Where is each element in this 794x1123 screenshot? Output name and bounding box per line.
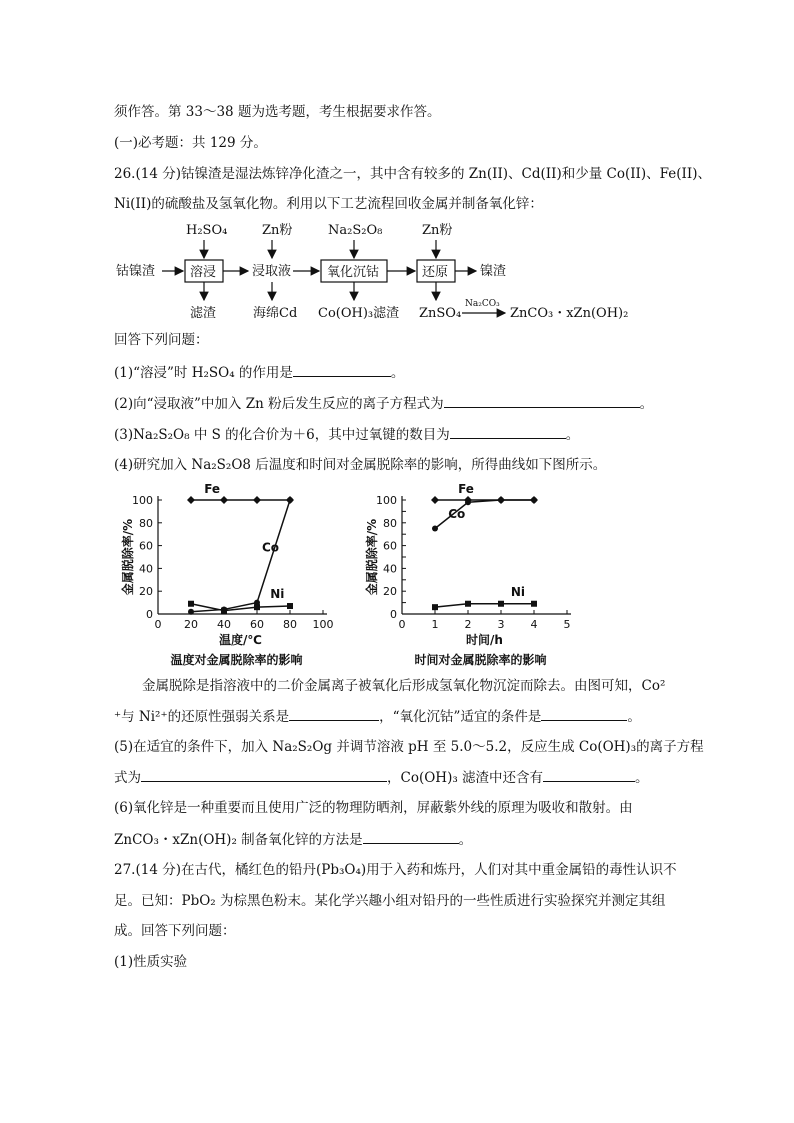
data-point-co: [465, 499, 471, 505]
question-2: (2)向“浸取液”中加入 Zn 粉后发生反应的离子方程式为 。: [114, 393, 653, 414]
time-chart: [362, 478, 592, 670]
question-1: (1)“溶浸”时 H₂SO₄ 的作用是 。: [114, 362, 404, 383]
flow-box-reduce-label: 还原: [422, 265, 449, 280]
answer-blank[interactable]: [543, 767, 635, 782]
chart-title: 温度对金属脱除率的影响: [170, 653, 303, 667]
x-tick-label: 2: [464, 618, 472, 631]
data-point-fe: [187, 496, 195, 504]
x-tick-label: 80: [283, 618, 297, 631]
data-point-ni: [498, 601, 504, 607]
answer-intro: 回答下列问题：: [114, 332, 209, 348]
series-label-fe: Fe: [458, 482, 474, 497]
x-axis-label: 温度/℃: [219, 633, 262, 647]
y-tick-label: 60: [139, 539, 153, 553]
data-point-co: [498, 497, 504, 503]
y-tick-label: 20: [383, 585, 397, 599]
data-point-co: [432, 526, 438, 532]
flow-box-dissolve-label: 溶浸: [190, 265, 217, 280]
flow-input-na2s2o8: Na₂S₂O₈: [328, 223, 383, 238]
answer-blank[interactable]: [363, 829, 459, 844]
paragraph-line: 金属脱除是指溶液中的二价金属离子被氧化后形成氢氧化物沉淀而除去。由图可知，Co²: [142, 678, 666, 694]
flow-end: 镍渣: [480, 264, 507, 279]
process-flow-diagram: [110, 218, 630, 328]
series-label-co: Co: [448, 507, 466, 522]
question-27-part-1: (1)性质实验: [114, 954, 188, 970]
x-tick-label: 0: [398, 618, 406, 631]
data-point-ni: [287, 603, 293, 609]
data-point-fe: [220, 496, 228, 504]
question-26-stem-cont: Ni(II)的硫酸盐及氢氧化物。利用以下工艺流程回收金属并制备氧化锌：: [114, 196, 543, 212]
data-point-co: [287, 497, 293, 503]
x-tick-label: 4: [530, 618, 538, 631]
series-label-ni: Ni: [510, 584, 526, 599]
flow-box-oxidize-label: 氧化沉钴: [327, 265, 380, 280]
x-tick-label: 0: [154, 618, 162, 631]
series-label-fe: Fe: [204, 482, 221, 497]
answer-blank[interactable]: [450, 424, 566, 439]
question-5: (5)在适宜的条件下，加入 Na₂S₂Og 并调节溶液 pH 至 5.0～5.2，反应生成 Co(OH)₃的离子方程: [114, 739, 704, 755]
y-tick-label: 40: [383, 562, 397, 576]
x-tick-label: 20: [184, 618, 198, 631]
y-tick-label: 100: [376, 494, 397, 507]
data-point-co: [188, 609, 194, 615]
data-point-ni: [188, 601, 194, 607]
question-26-stem: 26.(14 分)钴镍渣是湿法炼锌净化渣之一，其中含有较多的 Zn(II)、Cd(II)和少量 Co(II)、Fe(II)、: [114, 166, 711, 182]
temperature-chart: [118, 478, 348, 670]
data-point-ni: [531, 601, 537, 607]
data-point-fe: [431, 496, 439, 504]
y-tick-label: 100: [132, 494, 153, 507]
data-point-co: [531, 497, 537, 503]
flow-input-zn: Zn粉: [262, 223, 293, 238]
text-line: (一)必考题：共 129 分。: [114, 135, 267, 151]
y-tick-label: 60: [383, 539, 397, 553]
question-27-cont: 成。回答下列问题：: [114, 923, 236, 939]
flow-leachate: 浸取液: [252, 264, 292, 279]
flow-output-residue: 滤渣: [190, 306, 217, 321]
x-tick-label: 1: [431, 618, 439, 631]
data-point-fe: [253, 496, 261, 504]
question-27-cont: 足。已知：PbO₂ 为棕黑色粉末。某化学兴趣小组对铅丹的一些性质进行实验探究并测定其组: [114, 893, 666, 909]
flow-start: 钴镍渣: [116, 264, 156, 279]
answer-blank[interactable]: [289, 706, 379, 721]
answer-blank[interactable]: [141, 767, 387, 782]
answer-blank[interactable]: [541, 706, 627, 721]
x-axis-label: 时间/h: [466, 633, 503, 647]
series-line-ni: [191, 604, 290, 611]
question-27: 27.(14 分)在古代，橘红色的铅丹(Pb₃O₄)用于入药和炼丹，人们对其中重金属铅的毒性认识不: [114, 862, 677, 878]
y-axis-label: 金属脱除率/%: [365, 518, 379, 596]
y-tick-label: 20: [139, 585, 153, 599]
flow-arrow-label: Na₂CO₃: [465, 299, 500, 309]
data-point-ni: [221, 608, 227, 614]
question-4-line: ⁺与 Ni²⁺的还原性强弱关系是 ，“氧化沉钴”适宜的条件是 。: [114, 706, 641, 727]
x-tick-label: 100: [312, 618, 334, 631]
answer-blank[interactable]: [293, 362, 391, 377]
y-tick-label: 80: [139, 516, 153, 530]
y-axis-label: 金属脱除率/%: [121, 518, 135, 596]
question-6-cont: ZnCO₃・xZn(OH)₂ 制备氧化锌的方法是 。: [114, 829, 472, 850]
flow-output-znso4: ZnSO₄: [419, 306, 462, 321]
x-tick-label: 40: [217, 618, 231, 631]
x-tick-label: 5: [563, 618, 571, 631]
question-5-cont: 式为 ，Co(OH)₃ 滤渣中还含有 。: [114, 767, 649, 788]
x-tick-label: 60: [250, 618, 264, 631]
y-tick-label: 0: [390, 608, 397, 621]
text-line: 须作答。第 33～38 题为选考题，考生根据要求作答。: [114, 104, 441, 120]
question-6: (6)氧化锌是一种重要而且使用广泛的物理防晒剂，屏蔽紫外线的原理为吸收和散射。由: [114, 800, 633, 816]
flow-final-product: ZnCO₃・xZn(OH)₂: [510, 306, 629, 321]
data-point-ni: [432, 604, 438, 610]
flow-input-h2so4: H₂SO₄: [186, 223, 228, 238]
chart-title: 时间对金属脱除率的影响: [414, 653, 547, 667]
question-3: (3)Na₂S₂O₈ 中 S 的化合价为＋6，其中过氧键的数目为 。: [114, 424, 579, 445]
question-4: (4)研究加入 Na₂S₂O8 后温度和时间对金属脱除率的影响，所得曲线如下图所示。: [114, 457, 607, 473]
y-tick-label: 40: [139, 562, 153, 576]
series-line-ni: [435, 604, 534, 607]
answer-blank[interactable]: [444, 393, 640, 408]
flow-output-sponge-cd: 海绵Cd: [253, 306, 298, 321]
y-tick-label: 0: [146, 608, 153, 621]
data-point-ni: [465, 601, 471, 607]
y-tick-label: 80: [383, 516, 397, 530]
series-label-co: Co: [261, 540, 280, 555]
x-tick-label: 3: [497, 618, 505, 631]
series-label-ni: Ni: [270, 587, 285, 602]
data-point-ni: [254, 604, 260, 610]
flow-input-zn-2: Zn粉: [422, 223, 453, 238]
flow-output-cooh3: Co(OH)₃滤渣: [318, 306, 400, 321]
